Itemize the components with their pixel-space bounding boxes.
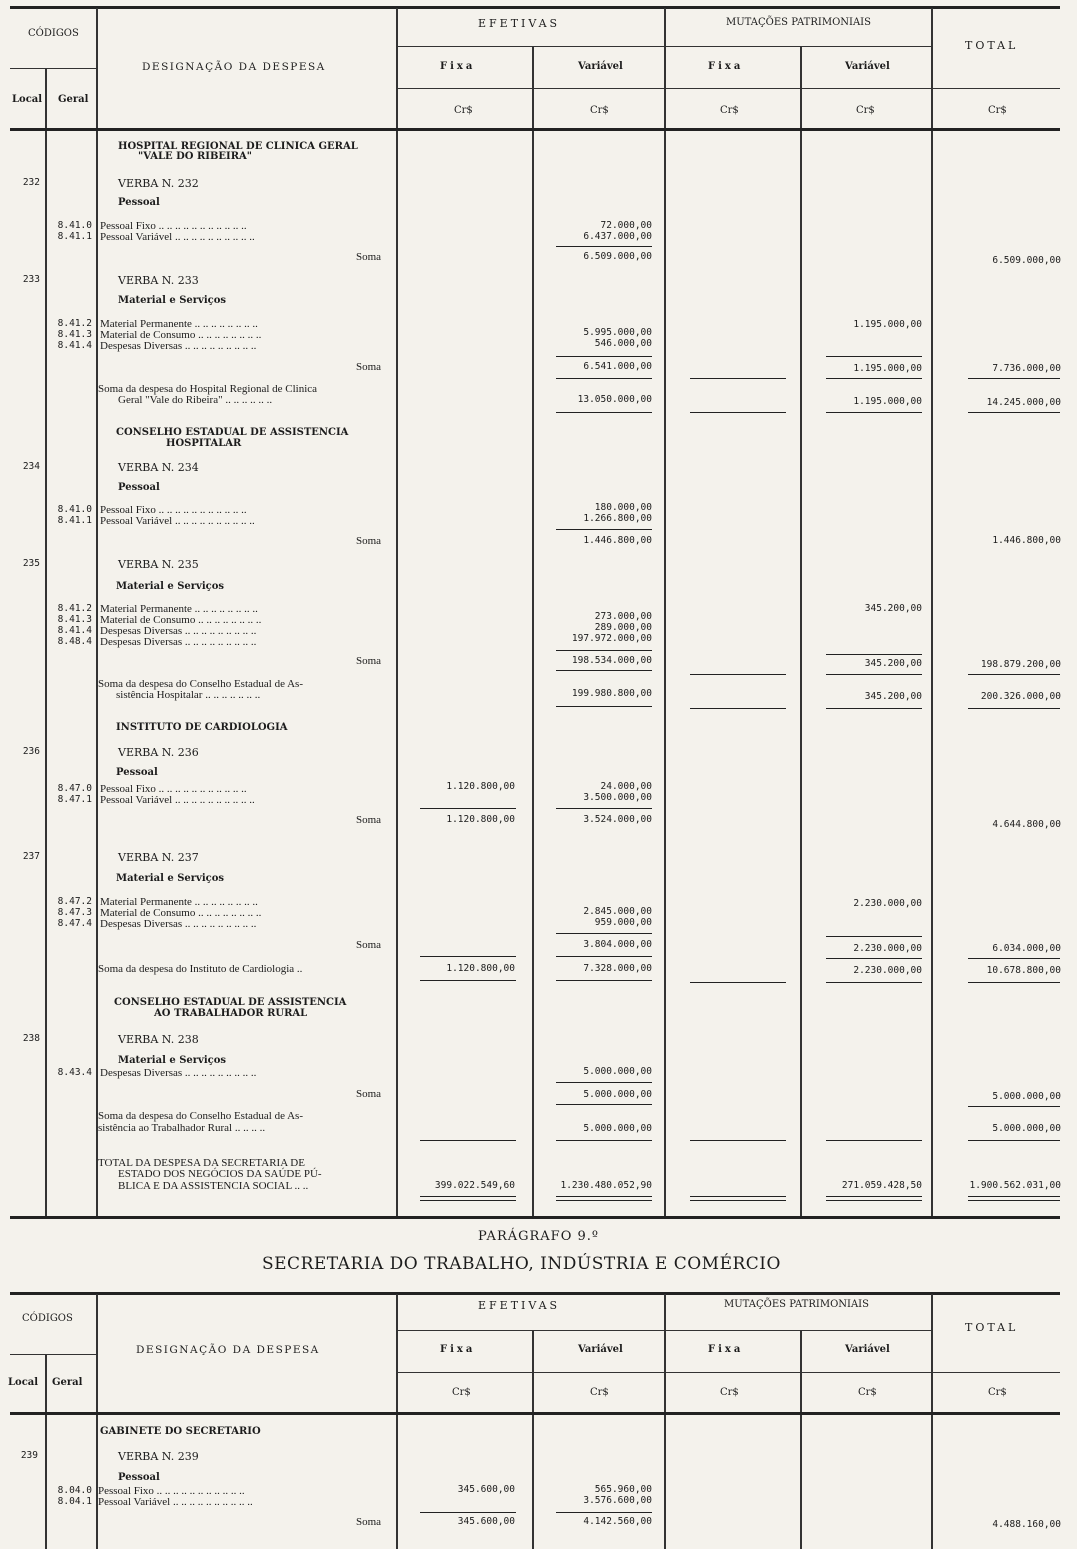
sum-rule [690,1196,786,1197]
header-variavel: Variável [845,61,890,72]
sum-rule [826,378,922,379]
header-currency: Cr$ [452,1387,471,1398]
sum-rule [826,1196,922,1197]
sum-rule [556,1200,652,1201]
section-title: AO TRABALHADOR RURAL [154,1008,308,1019]
mutacoes-variavel-value: 345.200,00 [864,691,922,702]
header-total: TOTAL [965,39,1019,52]
efetivas-variavel-value: 5.000.000,00 [583,1123,652,1134]
sum-rule [556,933,652,934]
col-divider [931,8,933,1216]
subtotal-desc: Soma da despesa do Hospital Regional de Clinica [98,383,318,395]
sum-rule [556,650,652,651]
subtotal-desc: Geral "Vale do Ribeira" .. .. .. .. .. .. [118,394,273,406]
header-codigos: CÓDIGOS [22,1313,73,1324]
local-code: 239 [20,1450,38,1461]
header-local: Local [12,94,43,105]
header-line [398,1372,1060,1373]
header-fixa: Fixa [440,1344,476,1355]
header-designacao: DESIGNAÇÃO DA DESPESA [142,61,326,73]
header-bottom-border [10,1412,1060,1415]
item-desc: Pessoal Variável .. .. .. .. .. .. .. .. .. .. [98,1496,253,1508]
efetivas-fixa-value: 1.120.800,00 [446,781,515,792]
group-label: Pessoal [118,1472,160,1483]
sum-rule [420,1140,516,1141]
sum-rule [968,958,1060,959]
header-efetivas: EFETIVAS [478,1299,561,1312]
efetivas-variavel-value: 4.142.560,00 [583,1516,652,1527]
total-value: 4.644.800,00 [992,819,1061,830]
header-currency: Cr$ [454,105,473,116]
local-code: 236 [22,746,40,757]
efetivas-variavel-value: 6.509.000,00 [583,251,652,262]
sum-rule [556,356,652,357]
efetivas-variavel-value: 180.000,00 [594,502,652,513]
geral-code: 8.41.4 [57,340,92,351]
group-label: Pessoal [116,767,158,778]
sum-rule [826,1140,922,1141]
sum-rule [556,378,652,379]
geral-code: 8.04.0 [57,1485,92,1496]
header-line [10,68,96,69]
table-bottom-border [10,1216,1060,1219]
header-currency: Cr$ [590,105,609,116]
verba-label: VERBA N. 232 [118,177,199,190]
efetivas-variavel-value: 5.000.000,00 [583,1089,652,1100]
sum-rule [968,1106,1060,1107]
col-divider [96,8,98,1216]
sum-rule [420,1196,516,1197]
item-desc: Despesas Diversas .. .. .. .. .. .. .. .. .. [100,340,257,352]
total-value: 5.000.000,00 [992,1091,1061,1102]
sum-rule [690,708,786,709]
efetivas-variavel-value: 289.000,00 [594,622,652,633]
efetivas-variavel-value: 3.500.000,00 [583,792,652,803]
header-currency: Cr$ [590,1387,609,1398]
header-fixa: Fixa [708,1344,744,1355]
sum-rule [420,980,516,981]
geral-code: 8.47.4 [57,918,92,929]
sum-rule [556,808,652,809]
efetivas-variavel-value: 13.050.000,00 [577,394,652,405]
sum-rule [826,958,922,959]
header-geral: Geral [52,1377,83,1388]
group-label: Material e Serviços [116,873,225,884]
table-top-border [10,1292,1060,1295]
efetivas-variavel-value: 197.972.000,00 [571,633,652,644]
verba-label: VERBA N. 233 [118,274,199,287]
sum-rule [826,982,922,983]
subtotal-desc: Soma da despesa do Conselho Estadual de As- [98,678,303,690]
verba-label: VERBA N. 234 [118,461,199,474]
efetivas-variavel-value: 5.000.000,00 [583,1066,652,1077]
group-label: Material e Serviços [116,581,225,592]
header-mutacoes: MUTAÇÕES PATRIMONIAIS [726,17,871,28]
mutacoes-variavel-value: 1.195.000,00 [853,319,922,330]
grand-total-desc: ESTADO DOS NEGÓCIOS DA SAÚDE PÚ- [118,1168,322,1180]
geral-code: 8.47.0 [57,783,92,794]
paragraph-heading: PARÁGRAFO 9.º [478,1229,600,1244]
group-label: Pessoal [118,482,160,493]
total-value: 7.736.000,00 [992,363,1061,374]
total-value: 198.879.200,00 [980,659,1061,670]
item-desc: Despesas Diversas .. .. .. .. .. .. .. .. .. [100,625,257,637]
total-value: 6.509.000,00 [992,255,1061,266]
efetivas-variavel-value: 546.000,00 [594,338,652,349]
header-codigos: CÓDIGOS [28,28,79,39]
col-divider [664,8,666,1216]
item-desc: Pessoal Fixo .. .. .. .. .. .. .. .. .. .. .. [100,504,247,516]
sum-rule [556,529,652,530]
geral-code: 8.41.2 [57,318,92,329]
geral-code: 8.04.1 [57,1496,92,1507]
grand-total-desc: TOTAL DA DESPESA DA SECRETARIA DE [98,1157,305,1169]
header-fixa: Fixa [708,61,744,72]
col-divider [800,46,802,1216]
col-divider [931,1294,933,1549]
header-efetivas: EFETIVAS [478,17,561,30]
col-divider [45,68,47,1216]
efetivas-variavel-value: 6.437.000,00 [583,231,652,242]
sum-rule [556,1140,652,1141]
efetivas-variavel-value: 3.576.600,00 [583,1495,652,1506]
header-geral: Geral [58,94,89,105]
total-value: 5.000.000,00 [992,1123,1061,1134]
header-line [398,88,1060,89]
total-value: 6.034.000,00 [992,943,1061,954]
sum-rule [968,1200,1060,1201]
efetivas-variavel-value: 959.000,00 [594,917,652,928]
sum-rule [556,1082,652,1083]
item-desc: Despesas Diversas .. .. .. .. .. .. .. .. .. [100,1067,257,1079]
col-divider [96,1294,98,1549]
sum-rule [690,412,786,413]
efetivas-variavel-value: 199.980.800,00 [571,688,652,699]
table-top-border [10,6,1060,9]
local-code: 235 [22,558,40,569]
soma-label: Soma [356,1516,382,1528]
header-currency: Cr$ [988,1387,1007,1398]
total-value: 1.900.562.031,00 [969,1180,1061,1191]
group-label: Material e Serviços [118,1055,227,1066]
efetivas-variavel-value: 2.845.000,00 [583,906,652,917]
header-fixa: Fixa [440,61,476,72]
item-desc: Material de Consumo .. .. .. .. .. .. .. .. [100,907,262,919]
header-line [398,46,931,47]
efetivas-variavel-value: 565.960,00 [594,1484,652,1495]
soma-label: Soma [356,655,382,667]
geral-code: 8.41.4 [57,625,92,636]
total-value: 200.326.000,00 [980,691,1061,702]
section-title: INSTITUTO DE CARDIOLOGIA [116,722,288,733]
verba-label: VERBA N. 237 [118,851,199,864]
geral-code: 8.41.0 [57,504,92,515]
local-code: 234 [22,461,40,472]
sum-rule [690,982,786,983]
efetivas-variavel-value: 198.534.000,00 [571,655,652,666]
section-title: "VALE DO RIBEIRA" [138,151,252,162]
sum-rule [826,708,922,709]
item-desc: Pessoal Fixo .. .. .. .. .. .. .. .. .. .. .. [98,1485,245,1497]
local-code: 233 [22,274,40,285]
efetivas-variavel-value: 1.266.800,00 [583,513,652,524]
soma-label: Soma [356,535,382,547]
mutacoes-variavel-value: 271.059.428,50 [841,1180,922,1191]
efetivas-variavel-value: 273.000,00 [594,611,652,622]
header-currency: Cr$ [720,1387,739,1398]
item-desc: Despesas Diversas .. .. .. .. .. .. .. .. .. [100,918,257,930]
sum-rule [556,1512,652,1513]
mutacoes-variavel-value: 345.200,00 [864,658,922,669]
item-desc: Despesas Diversas .. .. .. .. .. .. .. .. .. [100,636,257,648]
soma-label: Soma [356,814,382,826]
sum-rule [556,246,652,247]
geral-code: 8.41.2 [57,603,92,614]
header-designacao: DESIGNAÇÃO DA DESPESA [136,1344,320,1356]
header-variavel: Variável [578,61,623,72]
header-line [398,1330,931,1331]
geral-code: 8.41.0 [57,220,92,231]
mutacoes-variavel-value: 1.195.000,00 [853,396,922,407]
sum-rule [968,708,1060,709]
efetivas-fixa-value: 1.120.800,00 [446,963,515,974]
item-desc: Material de Consumo .. .. .. .. .. .. .. .. [100,329,262,341]
section-title: HOSPITAL REGIONAL DE CLINICA GERAL [118,141,358,152]
soma-label: Soma [356,939,382,951]
item-desc: Pessoal Fixo .. .. .. .. .. .. .. .. .. .. .. [100,220,247,232]
verba-label: VERBA N. 239 [118,1450,199,1463]
local-code: 238 [22,1033,40,1044]
item-desc: Pessoal Variável .. .. .. .. .. .. .. .. .. .. [100,794,255,806]
header-mutacoes: MUTAÇÕES PATRIMONIAIS [724,1299,869,1310]
section-title: HOSPITALAR [166,438,242,449]
header-variavel: Variável [578,1344,623,1355]
item-desc: Pessoal Variável .. .. .. .. .. .. .. .. .. .. [100,515,255,527]
sum-rule [968,378,1060,379]
header-line [10,1354,96,1355]
total-value: 1.446.800,00 [992,535,1061,546]
sum-rule [690,1140,786,1141]
geral-code: 8.47.3 [57,907,92,918]
efetivas-variavel-value: 3.524.000,00 [583,814,652,825]
verba-label: VERBA N. 235 [118,558,199,571]
item-desc: Pessoal Variável .. .. .. .. .. .. .. .. .. .. [100,231,255,243]
local-code: 237 [22,851,40,862]
group-label: Material e Serviços [118,295,227,306]
section-title: CONSELHO ESTADUAL DE ASSISTENCIA [116,427,349,438]
subtotal-desc: sistência ao Trabalhador Rural .. .. .. .. [98,1122,266,1134]
soma-label: Soma [356,361,382,373]
total-value: 14.245.000,00 [986,397,1061,408]
soma-label: Soma [356,251,382,263]
item-desc: Pessoal Fixo .. .. .. .. .. .. .. .. .. .. .. [100,783,247,795]
section-title: SECRETARIA DO TRABALHO, INDÚSTRIA E COMÉRCIO [262,1254,781,1274]
local-code: 232 [22,177,40,188]
section-title: GABINETE DO SECRETARIO [100,1426,261,1437]
sum-rule [556,670,652,671]
item-desc: Material Permanente .. .. .. .. .. .. .. .. [100,896,258,908]
mutacoes-variavel-value: 2.230.000,00 [853,965,922,976]
verba-label: VERBA N. 236 [118,746,199,759]
efetivas-fixa-value: 345.600,00 [457,1484,515,1495]
sum-rule [826,1200,922,1201]
sum-rule [556,1104,652,1105]
section-title: CONSELHO ESTADUAL DE ASSISTENCIA [114,997,347,1008]
verba-label: VERBA N. 238 [118,1033,199,1046]
sum-rule [826,674,922,675]
item-desc: Material Permanente .. .. .. .. .. .. .. .. [100,603,258,615]
efetivas-variavel-value: 7.328.000,00 [583,963,652,974]
efetivas-variavel-value: 24.000,00 [600,781,652,792]
sum-rule [968,982,1060,983]
efetivas-fixa-value: 399.022.549,60 [434,1180,515,1191]
sum-rule [826,356,922,357]
geral-code: 8.48.4 [57,636,92,647]
sum-rule [826,654,922,655]
total-value: 4.488.160,00 [992,1519,1061,1530]
header-currency: Cr$ [720,105,739,116]
geral-code: 8.47.2 [57,896,92,907]
sum-rule [968,674,1060,675]
mutacoes-variavel-value: 2.230.000,00 [853,898,922,909]
efetivas-variavel-value: 6.541.000,00 [583,361,652,372]
header-bottom-border [10,128,1060,131]
header-currency: Cr$ [858,1387,877,1398]
sum-rule [556,956,652,957]
sum-rule [968,1196,1060,1197]
sum-rule [690,674,786,675]
sum-rule [420,1200,516,1201]
geral-code: 8.41.3 [57,614,92,625]
col-divider [396,8,398,1216]
sum-rule [968,412,1060,413]
geral-code: 8.43.4 [57,1067,92,1078]
efetivas-variavel-value: 1.230.480.052,90 [560,1180,652,1191]
grand-total-desc: BLICA E DA ASSISTENCIA SOCIAL .. .. [118,1180,309,1192]
sum-rule [968,1140,1060,1141]
header-currency: Cr$ [856,105,875,116]
geral-code: 8.47.1 [57,794,92,805]
subtotal-desc: sistência Hospitalar .. .. .. .. .. .. .. [116,689,261,701]
group-label: Pessoal [118,197,160,208]
geral-code: 8.41.1 [57,231,92,242]
efetivas-variavel-value: 3.804.000,00 [583,939,652,950]
efetivas-variavel-value: 1.446.800,00 [583,535,652,546]
mutacoes-variavel-value: 345.200,00 [864,603,922,614]
sum-rule [556,980,652,981]
mutacoes-variavel-value: 2.230.000,00 [853,943,922,954]
col-divider [800,1330,802,1549]
sum-rule [420,956,516,957]
efetivas-fixa-value: 1.120.800,00 [446,814,515,825]
subtotal-desc: Soma da despesa do Instituto de Cardiologia .. [98,963,303,975]
sum-rule [826,412,922,413]
header-total: TOTAL [965,1321,1019,1334]
header-variavel: Variável [845,1344,890,1355]
geral-code: 8.41.3 [57,329,92,340]
item-desc: Material Permanente .. .. .. .. .. .. .. .. [100,318,258,330]
col-divider [664,1294,666,1549]
header-local: Local [8,1377,39,1388]
sum-rule [690,1200,786,1201]
sum-rule [556,412,652,413]
sum-rule [690,378,786,379]
sum-rule [420,808,516,809]
sum-rule [826,936,922,937]
sum-rule [556,1196,652,1197]
sum-rule [556,706,652,707]
total-value: 10.678.800,00 [986,965,1061,976]
geral-code: 8.41.1 [57,515,92,526]
mutacoes-variavel-value: 1.195.000,00 [853,363,922,374]
soma-label: Soma [356,1088,382,1100]
subtotal-desc: Soma da despesa do Conselho Estadual de As- [98,1110,303,1122]
col-divider [45,1354,47,1549]
header-currency: Cr$ [988,105,1007,116]
efetivas-fixa-value: 345.600,00 [457,1516,515,1527]
efetivas-variavel-value: 5.995.000,00 [583,327,652,338]
efetivas-variavel-value: 72.000,00 [600,220,652,231]
col-divider [396,1294,398,1549]
item-desc: Material de Consumo .. .. .. .. .. .. .. .. [100,614,262,626]
sum-rule [420,1512,516,1513]
